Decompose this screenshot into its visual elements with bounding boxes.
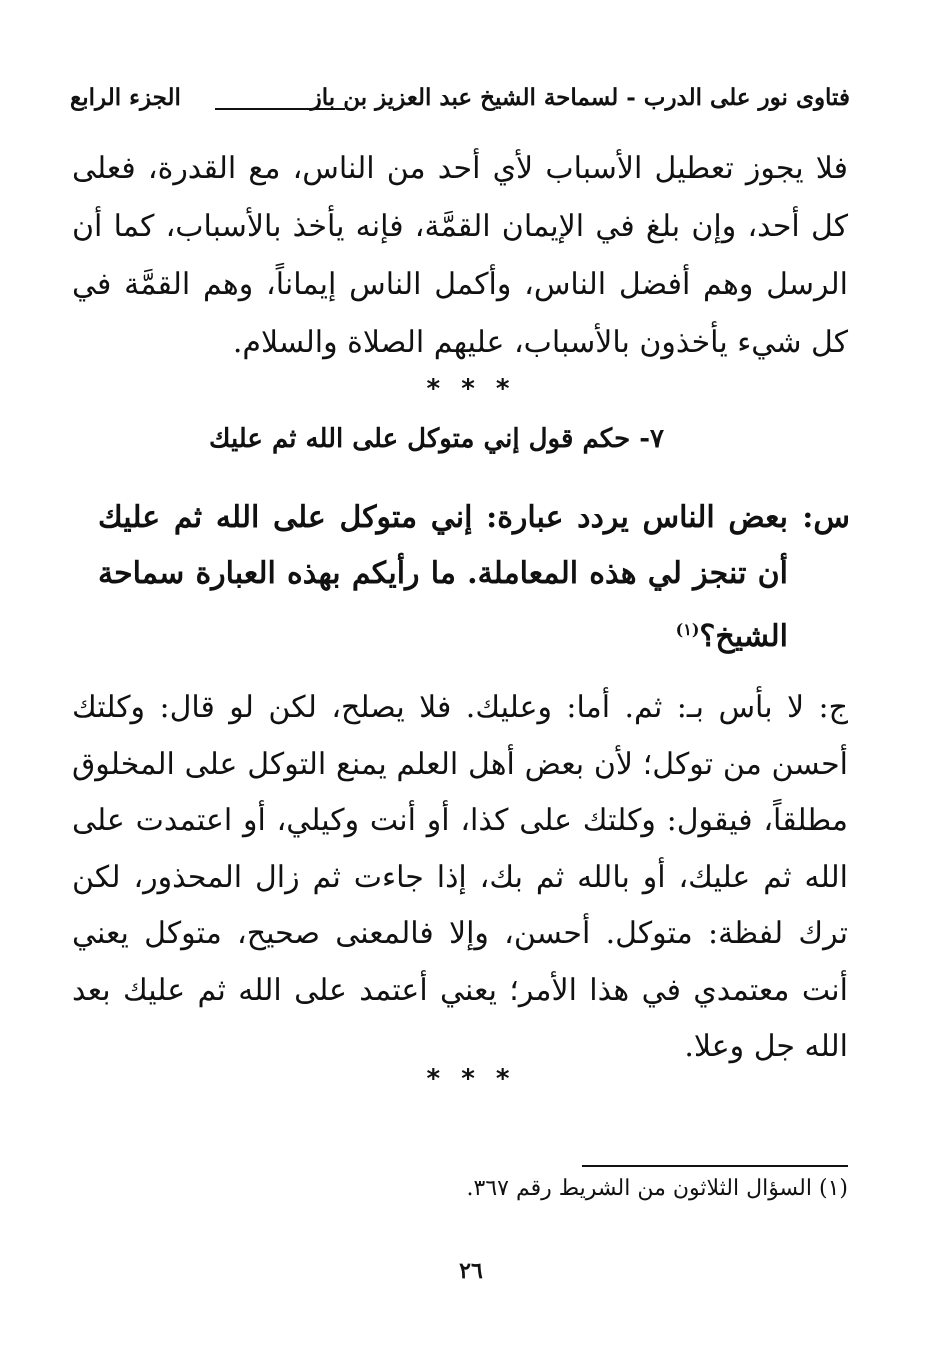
question-block <box>98 490 850 665</box>
question-label: س: <box>802 500 850 535</box>
header-part: الجزء الرابع <box>70 84 181 111</box>
header-rule <box>215 108 345 110</box>
footnote-ref: (١) <box>675 620 700 639</box>
page-number: ٢٦ <box>459 1258 483 1284</box>
running-header <box>70 84 850 124</box>
footnote-rule <box>582 1165 848 1167</box>
separator-stars: * * * <box>426 374 516 404</box>
footnote: (١) السؤال الثلاثون من الشريط رقم ٣٦٧. <box>466 1176 848 1201</box>
section-title: ٧- حكم قول إني متوكل على الله ثم عليك <box>209 424 664 454</box>
intro-paragraph: فلا يجوز تعطيل الأسباب لأي أحد من الناس، مع القدرة، فعلى كل أحد، وإن بلغ في الإيمان القمَّة، فإنه يأخذ بالأسباب، كما أن الرسل وهم أفضل الناس، وأكمل الناس إيماناً، وهم القمَّة في كل شيء يأخذون بالأسباب، عليهم الصلاة والسلام. <box>72 151 848 360</box>
separator-stars-bottom: * * * <box>426 1064 516 1094</box>
header-title: فتاوى نور على الدرب - لسماحة الشيخ عبد العزيز بن باز <box>310 84 850 111</box>
question-text-wrapper <box>98 490 788 665</box>
question-text: بعض الناس يردد عبارة: إني متوكل على الله ثم عليك أن تنجز لي هذه المعاملة. ما رأيكم بهذه العبارة سماحة الشيخ؟ <box>98 500 788 654</box>
answer-paragraph: ج: لا بأس بـ: ثم. أما: وعليك. فلا يصلح، لكن لو قال: وكلتك أحسن من توكل؛ لأن بعض أهل العلم يمنع التوكل على المخلوق مطلقاً، فيقول: وكلتك على كذا، أو أنت وكيلي، أو اعتمدت على الله ثم عليك، أو بالله ثم بك، إذا جاءت ثم زال المحذور، لكن ترك لفظة: متوكل. أحسن، وإلا فالمعنى صحيح، متوكل يعني أنت معتمدي في هذا الأمر؛ يعني أعتمد على الله ثم عليك بعد الله جل وعلا. <box>72 690 848 1064</box>
